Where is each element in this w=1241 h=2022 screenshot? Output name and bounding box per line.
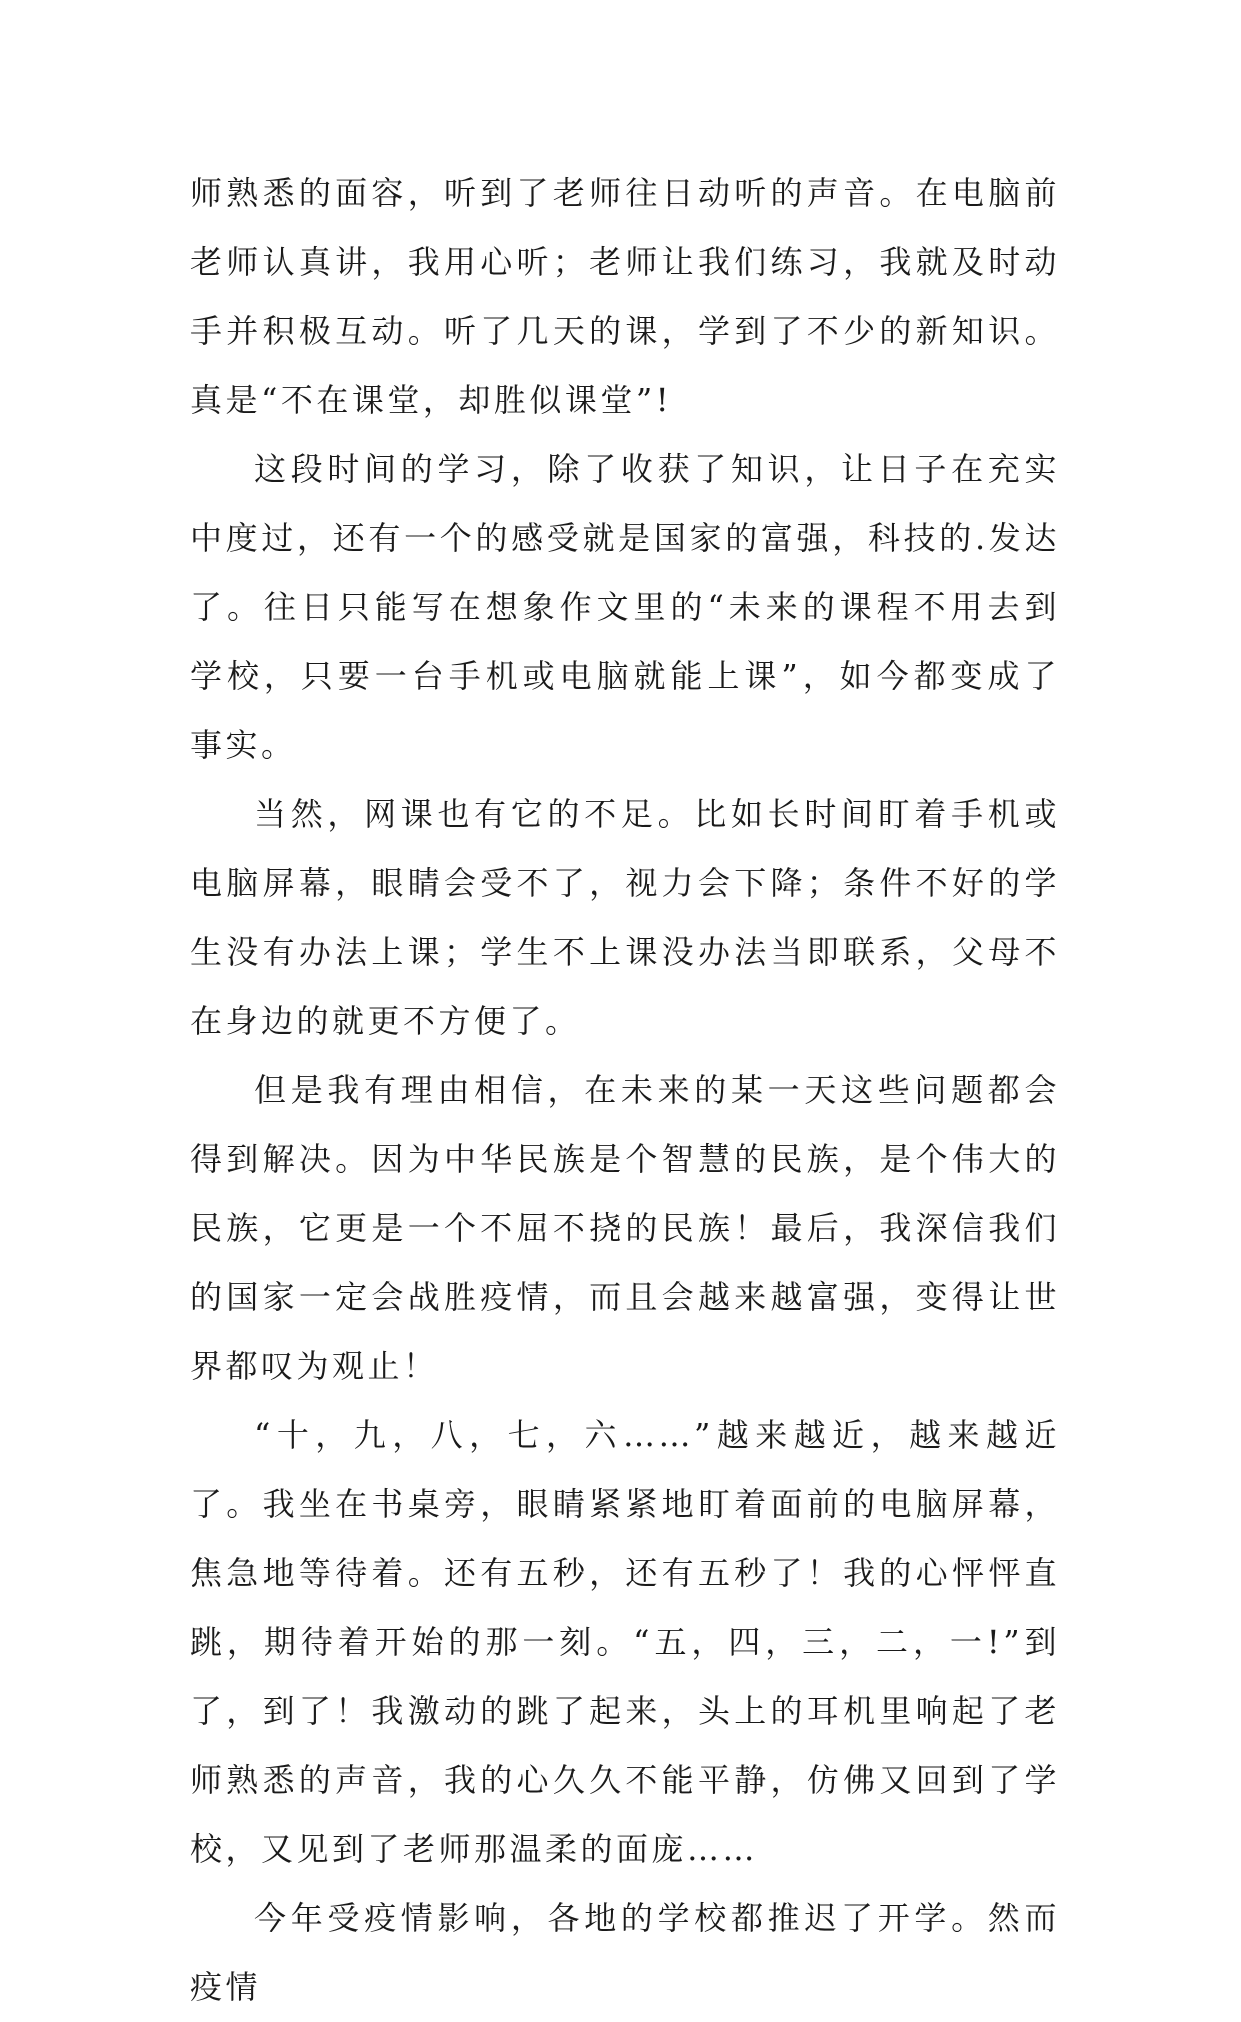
- paragraph-5: “十，九，八，七，六……”越来越近，越来越近了。我坐在书桌旁，眼睛紧紧地盯着面前的电脑屏幕，焦急地等待着。还有五秒，还有五秒了！我的心怦怦直跳，期待着开始的那一刻。“五，四，三，二，一!”到了，到了！我激动的跳了起来，头上的耳机里响起了老师熟悉的声音，我的心久久不能平静，仿佛又回到了学校，又见到了老师那温柔的面庞……: [190, 1416, 1060, 1868]
- paragraph-1: 师熟悉的面容，听到了老师往日动听的声音。在电脑前老师认真讲，我用心听；老师让我们练习，我就及时动手并积极互动。听了几天的课，学到了不少的新知识。真是“不在课堂，却胜似课堂”!: [190, 174, 1060, 419]
- paragraph-4: 但是我有理由相信，在未来的某一天这些问题都会得到解决。因为中华民族是个智慧的民族，是个伟大的民族，它更是一个不屈不挠的民族！最后，我深信我们的国家一定会战胜疫情，而且会越来越富强，变得让世界都叹为观止！: [190, 1071, 1060, 1385]
- paragraph-2: 这段时间的学习，除了收获了知识，让日子在充实中度过，还有一个的感受就是国家的富强，科技的.发达了。往日只能写在想象作文里的“未来的课程不用去到学校，只要一台手机或电脑就能上课”，如今都变成了事实。: [190, 450, 1060, 764]
- paragraph-3: 当然，网课也有它的不足。比如长时间盯着手机或电脑屏幕，眼睛会受不了，视力会下降；条件不好的学生没有办法上课；学生不上课没办法当即联系，父母不在身边的就更不方便了。: [190, 795, 1060, 1040]
- document-page: [190, 159, 1060, 2022]
- paragraph-6: 今年受疫情影响，各地的学校都推迟了开学。然而疫情: [190, 1899, 1060, 2006]
